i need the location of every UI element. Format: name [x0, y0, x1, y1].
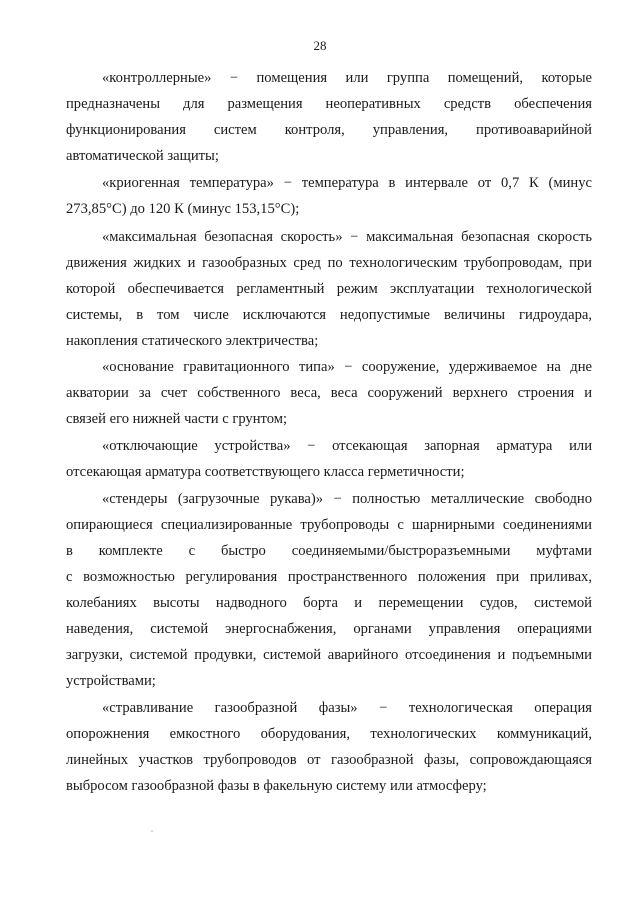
text-line: которой обеспечивается регламентный режим эксплуатации технологической: [66, 281, 592, 297]
text-line: предназначены для размещения неоперативных средств обеспечения: [66, 96, 592, 112]
text-line: «максимальная безопасная скорость» − максимальная безопасная скорость: [102, 229, 592, 245]
scan-speck: [151, 830, 153, 832]
text-line: опорожнения емкостного оборудования, технологических коммуникаций,: [66, 726, 592, 742]
text-line: «отключающие устройства» − отсекающая запорная арматура или: [102, 438, 592, 454]
text-line: накопления статического электричества;: [66, 333, 319, 349]
text-line: автоматической защиты;: [66, 148, 219, 164]
text-line: загрузки, системой продувки, системой аварийного отсоединения и подъемными: [66, 647, 592, 663]
page-number: 28: [313, 38, 327, 53]
text-line: выбросом газообразной фазы в факельную систему или атмосферу;: [66, 778, 487, 794]
text-line: отсекающая арматура соответствующего класса герметичности;: [66, 464, 465, 480]
text-line: «стендеры (загрузочные рукава)» − полностью металлические свободно: [102, 491, 592, 507]
text-line: устройствами;: [66, 673, 156, 689]
text-line: акватории за счет собственного веса, веса сооружений верхнего строения и: [66, 385, 592, 401]
text-line: линейных участков трубопроводов от газообразной фазы, сопровождающаяся: [66, 752, 592, 768]
text-line: «основание гравитационного типа» − сооружение, удерживаемое на дне: [102, 359, 592, 375]
text-line: 273,85°С) до 120 К (минус 153,15°С);: [66, 201, 300, 217]
text-line: колебаниях высоты надводного борта и перемещении судов, системой: [66, 595, 592, 611]
text-line: «криогенная температура» − температура в интервале от 0,7 К (минус: [102, 175, 592, 191]
text-line: опирающиеся специализированные трубопроводы с шарнирными соединениями: [66, 517, 592, 533]
text-line: наведения, системой энергоснабжения, органами управления операциями: [66, 621, 592, 637]
text-line: «стравливание газообразной фазы» − технологическая операция: [102, 700, 592, 716]
text-line: движения жидких и газообразных сред по технологическим трубопроводам, при: [66, 255, 592, 271]
text-line: системы, в том числе исключаются недопустимые величины гидроудара,: [66, 307, 592, 323]
text-line: «контроллерные» − помещения или группа помещений, которые: [102, 70, 592, 86]
text-line: связей его нижней части с грунтом;: [66, 411, 288, 427]
text-line: функционирования систем контроля, управления, противоаварийной: [66, 122, 592, 138]
text-line: в комплекте с быстро соединяемыми/быстроразъемными муфтами: [66, 543, 592, 559]
text-line: с возможностью регулирования пространственного положения при приливах,: [66, 569, 592, 585]
